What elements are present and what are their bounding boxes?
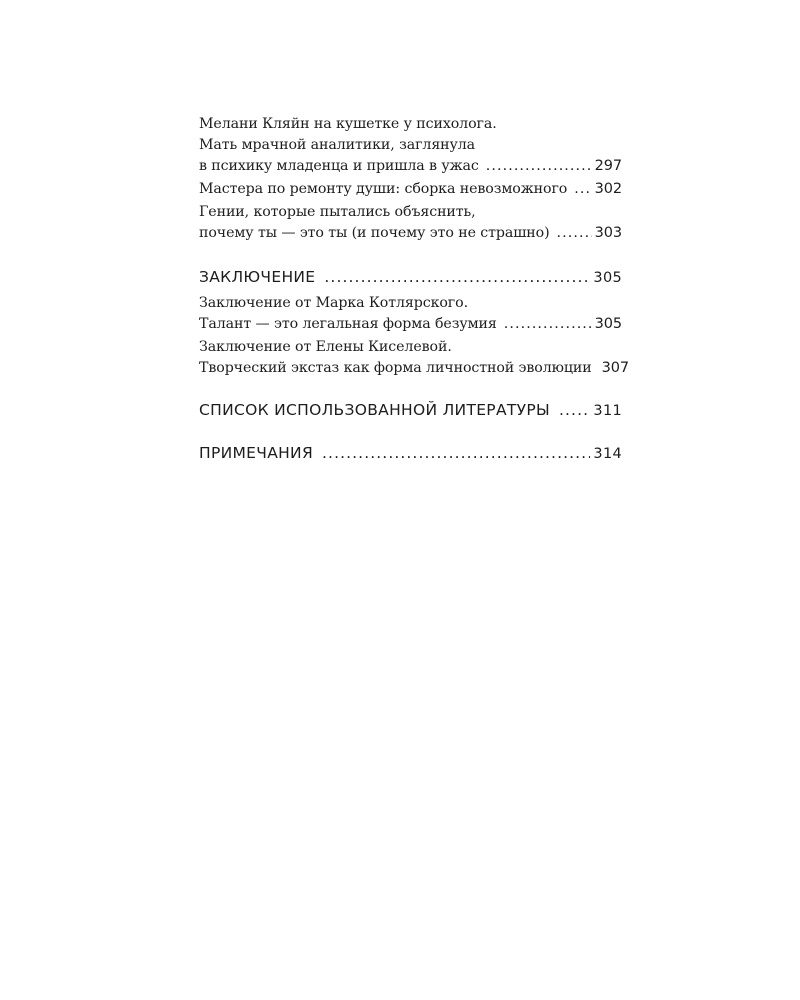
toc-entry-masters [199, 179, 622, 200]
dot-leader [574, 179, 591, 200]
page-number: 311 [593, 403, 622, 419]
toc-entry-leader-line [199, 156, 622, 177]
toc-section-leader-line [199, 441, 622, 465]
toc-entry-leader-line [199, 358, 630, 379]
table-of-contents [199, 114, 630, 465]
section-title: ЗАКЛЮЧЕНИЕ [199, 268, 316, 286]
toc-entry-line: Мелани Кляйн на кушетке у психолога. [199, 116, 497, 132]
toc-section-notes [199, 441, 622, 465]
toc-entry-line: Мастера по ремонту души: сборка невозможного [199, 181, 568, 197]
toc-entry-line: Заключение от Елены Киселевой. [199, 339, 452, 355]
page-number: 302 [594, 181, 622, 197]
toc-entry-leader-line [199, 179, 622, 200]
toc-entry-genii [199, 202, 622, 244]
toc-entry-line: Талант — это легальная форма безумия [199, 316, 497, 332]
toc-entry-kotlyarsky [199, 293, 622, 335]
toc-entry-line: Заключение от Марка Котлярского. [199, 295, 468, 311]
page-number: 303 [594, 225, 622, 241]
toc-section-leader-line [199, 265, 622, 289]
page-number: 307 [601, 360, 630, 376]
dot-leader [324, 265, 590, 289]
section-title: СПИСОК ИСПОЛЬЗОВАННОЙ ЛИТЕРАТУРЫ [199, 401, 550, 419]
toc-entry-line: Творческий экстаз как форма личностной эволюции [199, 360, 592, 376]
dot-leader [557, 223, 592, 244]
toc-section-leader-line [199, 398, 622, 422]
toc-entry-leader-line [199, 314, 622, 335]
dot-leader [486, 156, 592, 177]
toc-entry-line: Гении, которые пытались объяснить, [199, 204, 476, 220]
toc-entry-line: почему ты — это ты (и почему это не страшно) [199, 225, 550, 241]
toc-entry-melanie-klein [199, 114, 622, 177]
page-number: 305 [594, 316, 622, 332]
toc-entry-line: в психику младенца и пришла в ужас [199, 158, 479, 174]
dot-leader [559, 398, 590, 422]
section-title: ПРИМЕЧАНИЯ [199, 444, 314, 462]
toc-section-conclusion [199, 265, 622, 289]
toc-entry-leader-line [199, 223, 622, 244]
dot-leader [504, 314, 592, 335]
toc-entry-kiseleva [199, 337, 630, 379]
toc-entry-line: Мать мрачной аналитики, заглянула [199, 137, 476, 153]
page-number: 297 [594, 158, 622, 174]
toc-section-bibliography [199, 398, 622, 422]
dot-leader [322, 441, 590, 465]
page-number: 314 [593, 446, 622, 462]
page-number: 305 [593, 270, 622, 286]
